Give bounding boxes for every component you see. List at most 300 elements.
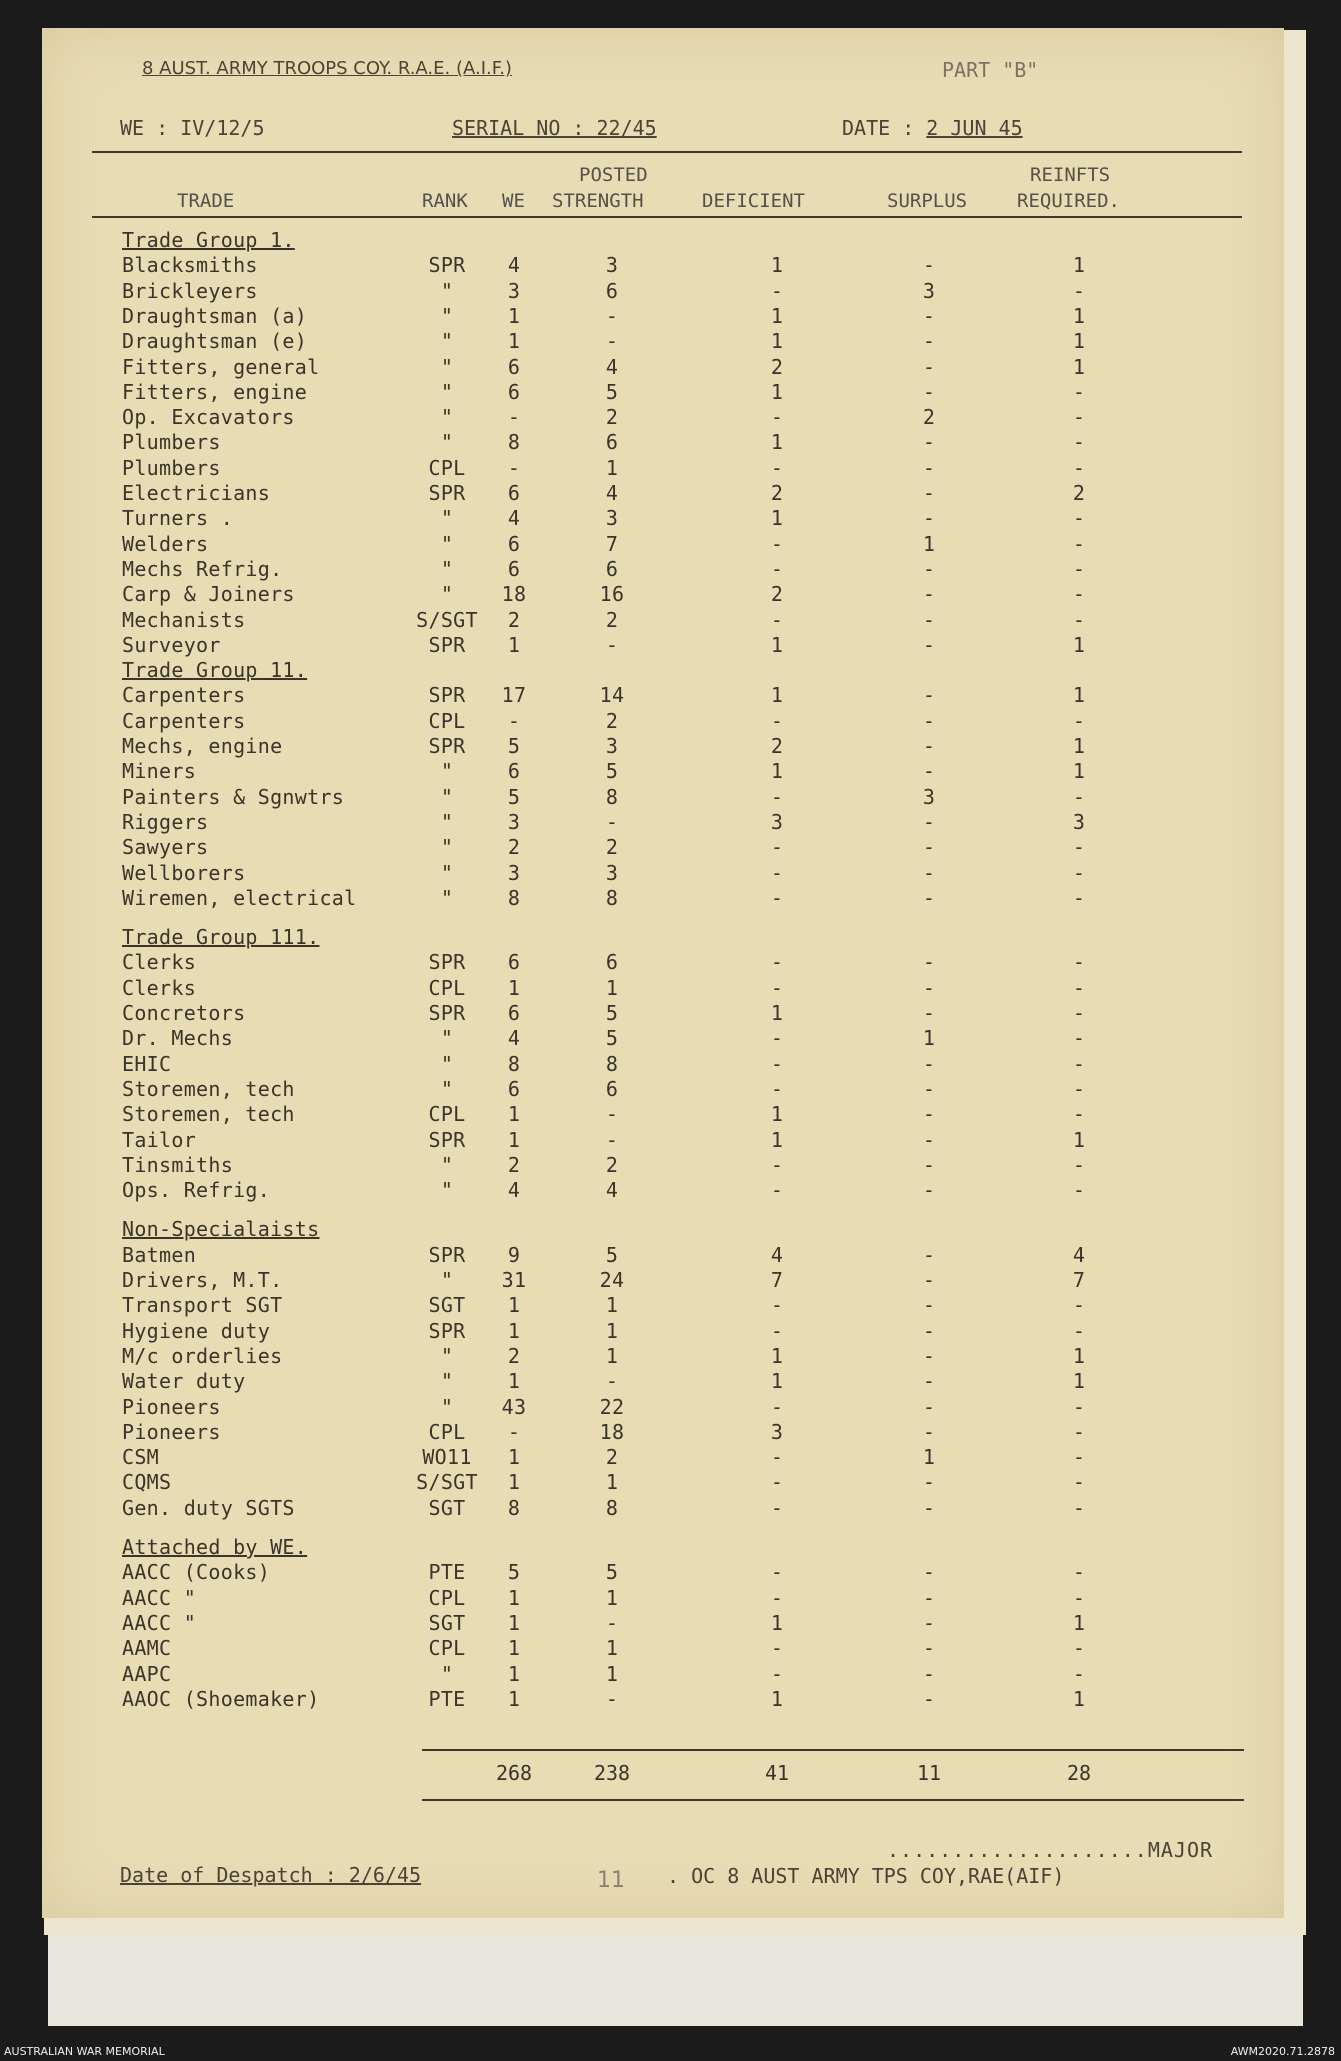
deficient-cell: 1 — [770, 683, 784, 708]
surplus-cell: 1 — [922, 1445, 936, 1470]
surplus-cell: - — [922, 481, 936, 505]
rank-cell: SPR — [428, 1127, 466, 1152]
col-surplus: SURPLUS — [887, 190, 968, 212]
trade-cell: Ops. Refrig. — [122, 1178, 271, 1203]
posted-cell: 16 — [599, 582, 625, 607]
required-cell: - — [1072, 950, 1086, 975]
group-title-text: Trade Group 11. — [122, 658, 308, 683]
we-cell: 31 — [501, 1268, 527, 1292]
required-cell: - — [1072, 531, 1086, 556]
posted-cell: - — [605, 1610, 619, 1635]
rank-cell: CPL — [428, 1636, 466, 1661]
required-cell: - — [1072, 556, 1086, 581]
rank-cell: SPR — [428, 253, 466, 278]
trade-cell: Clerks — [122, 975, 197, 1000]
col-trade: TRADE — [177, 190, 235, 212]
rank-cell: " — [440, 582, 454, 607]
group-title-text: Attached by WE. — [122, 1535, 308, 1559]
trade-cell: Storemen, tech — [122, 1076, 295, 1101]
surplus-cell: - — [922, 1178, 936, 1203]
rank-cell: " — [440, 1661, 454, 1686]
we-cell: 1 — [507, 1369, 521, 1394]
we-cell: 6 — [507, 950, 521, 975]
we-cell: 5 — [507, 1560, 521, 1585]
trade-cell: Fitters, engine — [122, 379, 308, 404]
trade-cell: Fitters, general — [122, 354, 320, 379]
surplus-cell: - — [922, 303, 936, 328]
surplus-cell: 1 — [922, 531, 936, 556]
trade-cell: Mechs, engine — [122, 734, 283, 758]
deficient-cell: 1 — [770, 329, 784, 354]
we-cell: 2 — [507, 1152, 521, 1177]
table-row — [42, 1153, 1284, 1178]
col-deficient: DEFICIENT — [702, 190, 805, 212]
table-row — [42, 1445, 1284, 1470]
deficient-cell: 1 — [770, 253, 784, 278]
required-cell: - — [1072, 455, 1086, 480]
we-cell: 1 — [507, 975, 521, 1000]
deficient-cell: - — [770, 860, 784, 885]
trade-cell: AAMC — [122, 1636, 172, 1661]
posted-cell: 1 — [605, 1318, 619, 1343]
rank-cell: " — [440, 1051, 454, 1076]
table-row — [42, 1611, 1284, 1636]
table-row — [42, 1026, 1284, 1051]
rank-cell: " — [440, 278, 454, 303]
group-title — [42, 658, 1284, 683]
trade-cell: AAPC — [122, 1661, 172, 1686]
trade-cell: Dr. Mechs — [122, 1026, 234, 1051]
deficient-cell: 1 — [770, 759, 784, 784]
trade-cell: Tailor — [122, 1127, 197, 1152]
rank-cell: " — [440, 354, 454, 379]
deficient-cell: 1 — [770, 1610, 784, 1635]
deficient-cell: 1 — [770, 1686, 784, 1711]
posted-cell: - — [605, 1102, 619, 1127]
trade-cell: Draughtsman (e) — [122, 329, 308, 354]
surplus-cell: - — [922, 683, 936, 708]
totals-rule-bottom — [422, 1799, 1244, 1801]
surplus-cell: - — [922, 253, 936, 278]
rank-cell: " — [440, 784, 454, 809]
posted-cell: - — [605, 1686, 619, 1711]
rank-cell: " — [440, 1026, 454, 1051]
table-row — [42, 532, 1284, 557]
table-row — [42, 1344, 1284, 1369]
table-row — [42, 355, 1284, 380]
required-cell: - — [1072, 430, 1086, 455]
required-cell: 1 — [1072, 1343, 1086, 1368]
required-cell: - — [1072, 1661, 1086, 1686]
despatch-date: Date of Despatch : 2/6/45 — [120, 1863, 422, 1887]
required-cell: - — [1072, 1636, 1086, 1661]
table-row — [42, 1470, 1284, 1495]
required-cell: 1 — [1072, 683, 1086, 708]
deficient-cell: - — [770, 1560, 784, 1585]
trade-cell: AAOC (Shoemaker) — [122, 1686, 320, 1711]
we-cell: 8 — [507, 1495, 521, 1520]
rank-cell: " — [440, 1369, 454, 1394]
posted-cell: 6 — [605, 430, 619, 455]
table-row — [42, 950, 1284, 975]
we-cell: 2 — [507, 1343, 521, 1368]
trade-cell: AACC (Cooks) — [122, 1560, 271, 1585]
surplus-cell: - — [922, 1318, 936, 1343]
table-row — [42, 557, 1284, 582]
rank-cell: SGT — [428, 1610, 466, 1635]
trade-cell: EHIC — [122, 1051, 172, 1076]
deficient-cell: 3 — [770, 1419, 784, 1444]
posted-cell: 1 — [605, 455, 619, 480]
trade-cell: Carp & Joiners — [122, 582, 295, 607]
table-row — [42, 1178, 1284, 1203]
surplus-cell: - — [922, 885, 936, 910]
table-row — [42, 608, 1284, 633]
required-cell: 1 — [1072, 1369, 1086, 1394]
trade-cell: Surveyor — [122, 632, 221, 657]
surplus-cell: - — [922, 354, 936, 379]
table-row — [42, 506, 1284, 531]
posted-cell: 5 — [605, 759, 619, 784]
surplus-cell: - — [922, 950, 936, 975]
surplus-cell: - — [922, 809, 936, 834]
deficient-cell: - — [770, 1636, 784, 1661]
deficient-cell: - — [770, 455, 784, 480]
table-row — [42, 1052, 1284, 1077]
deficient-cell: 1 — [770, 632, 784, 657]
surplus-cell: - — [922, 1419, 936, 1444]
deficient-cell: - — [770, 1470, 784, 1495]
required-cell: 1 — [1072, 354, 1086, 379]
surplus-cell: - — [922, 556, 936, 581]
trade-cell: Tinsmiths — [122, 1152, 234, 1177]
deficient-cell: 1 — [770, 1369, 784, 1394]
rank-cell: SPR — [428, 1318, 466, 1343]
trade-cell: Wellborers — [122, 860, 246, 885]
trade-cell: Carpenters — [122, 708, 246, 733]
trade-cell: Blacksmiths — [122, 253, 258, 278]
posted-cell: 3 — [605, 734, 619, 758]
we-cell: - — [507, 455, 521, 480]
trade-cell: Carpenters — [122, 683, 246, 708]
trade-cell: Electricians — [122, 481, 271, 505]
group-title — [42, 228, 1284, 253]
required-cell: - — [1072, 1076, 1086, 1101]
deficient-cell: - — [770, 1076, 784, 1101]
we-cell: 1 — [507, 1610, 521, 1635]
surplus-cell: - — [922, 379, 936, 404]
posted-cell: 5 — [605, 1242, 619, 1267]
deficient-cell: 3 — [770, 809, 784, 834]
surplus-cell: - — [922, 430, 936, 455]
rank-cell: " — [440, 1152, 454, 1177]
document-sheet — [42, 28, 1284, 1918]
surplus-cell: - — [922, 1152, 936, 1177]
posted-cell: 18 — [599, 1419, 625, 1444]
rank-cell: " — [440, 556, 454, 581]
table-row — [42, 1268, 1284, 1293]
we-cell: 1 — [507, 1686, 521, 1711]
table-row — [42, 1293, 1284, 1318]
deficient-cell: 1 — [770, 379, 784, 404]
signature-line: ....................MAJOR — [887, 1838, 1214, 1862]
we-cell: 3 — [507, 860, 521, 885]
rank-cell: " — [440, 379, 454, 404]
trade-cell: Pioneers — [122, 1394, 221, 1419]
posted-cell: 2 — [605, 607, 619, 632]
rank-cell: CPL — [428, 1585, 466, 1610]
rank-cell: CPL — [428, 708, 466, 733]
deficient-cell: - — [770, 1051, 784, 1076]
trade-cell: AACC " — [122, 1610, 197, 1635]
required-cell: - — [1072, 607, 1086, 632]
surplus-cell: - — [922, 329, 936, 354]
table-row — [42, 1243, 1284, 1268]
rank-cell: " — [440, 860, 454, 885]
required-cell: 1 — [1072, 253, 1086, 278]
deficient-cell: 2 — [770, 354, 784, 379]
rank-cell: SPR — [428, 1001, 466, 1025]
rank-cell: SPR — [428, 950, 466, 975]
rank-cell: SPR — [428, 734, 466, 758]
we-cell: 1 — [507, 1636, 521, 1661]
trade-cell: Drivers, M.T. — [122, 1268, 283, 1292]
deficient-cell: 1 — [770, 1001, 784, 1025]
deficient-cell: 2 — [770, 481, 784, 505]
rank-cell: CPL — [428, 455, 466, 480]
table-row — [42, 456, 1284, 481]
we-cell: 6 — [507, 1076, 521, 1101]
rank-cell: S/SGT — [416, 607, 478, 632]
rank-cell: " — [440, 1076, 454, 1101]
posted-cell: 6 — [605, 278, 619, 303]
we-cell: 43 — [501, 1394, 527, 1419]
we-cell: 8 — [507, 430, 521, 455]
group-title-text: Trade Group 111. — [122, 925, 320, 950]
posted-cell: - — [605, 329, 619, 354]
we-cell: 1 — [507, 329, 521, 354]
table-row — [42, 1662, 1284, 1687]
table-row — [42, 1636, 1284, 1661]
trade-cell: Miners — [122, 759, 197, 784]
posted-cell: 1 — [605, 1636, 619, 1661]
required-cell: - — [1072, 860, 1086, 885]
posted-cell: 8 — [605, 1495, 619, 1520]
rank-cell: " — [440, 430, 454, 455]
we-cell: 1 — [507, 1585, 521, 1610]
surplus-cell: - — [922, 1369, 936, 1394]
required-cell: - — [1072, 1495, 1086, 1520]
surplus-cell: - — [922, 860, 936, 885]
surplus-cell: - — [922, 708, 936, 733]
required-cell: 1 — [1072, 1127, 1086, 1152]
required-cell: - — [1072, 1293, 1086, 1318]
surplus-cell: - — [922, 1102, 936, 1127]
table-row — [42, 835, 1284, 860]
we-cell: 5 — [507, 734, 521, 758]
deficient-cell: 2 — [770, 582, 784, 607]
posted-cell: 1 — [605, 1585, 619, 1610]
posted-cell: - — [605, 1369, 619, 1394]
pencil-mark: 11 — [597, 1868, 625, 1893]
col-reinfts-2: REQUIRED. — [1017, 190, 1120, 212]
surplus-cell: - — [922, 1470, 936, 1495]
deficient-cell: 7 — [770, 1268, 784, 1292]
posted-cell: 4 — [605, 354, 619, 379]
table-row — [42, 481, 1284, 506]
total-required: 28 — [1066, 1761, 1092, 1785]
table-row — [42, 1560, 1284, 1585]
we-cell: 6 — [507, 379, 521, 404]
required-cell: - — [1072, 1001, 1086, 1025]
table-row — [42, 1496, 1284, 1521]
trade-cell: Gen. duty SGTS — [122, 1495, 295, 1520]
posted-cell: - — [605, 1127, 619, 1152]
required-cell: - — [1072, 885, 1086, 910]
trade-cell: Mechs Refrig. — [122, 556, 283, 581]
surplus-cell: 3 — [922, 278, 936, 303]
surplus-cell: 2 — [922, 405, 936, 430]
deficient-cell: 1 — [770, 430, 784, 455]
table-row — [42, 683, 1284, 708]
surplus-cell: - — [922, 1343, 936, 1368]
table-row — [42, 1687, 1284, 1712]
surplus-cell: - — [922, 759, 936, 784]
trade-cell: Turners . — [122, 506, 234, 531]
table-row — [42, 785, 1284, 810]
rank-cell: SGT — [428, 1293, 466, 1318]
group-title-text: Non-Specialaists — [122, 1217, 320, 1242]
table-row — [42, 304, 1284, 329]
trade-cell: Water duty — [122, 1369, 246, 1394]
trade-cell: Painters & Sgnwtrs — [122, 784, 345, 809]
signatory: . OC 8 AUST ARMY TPS COY,RAE(AIF) — [667, 1864, 1065, 1888]
required-cell: 1 — [1072, 329, 1086, 354]
deficient-cell: - — [770, 885, 784, 910]
table-row — [42, 1586, 1284, 1611]
trade-cell: Storemen, tech — [122, 1102, 295, 1127]
trade-table — [42, 28, 1284, 1918]
required-cell: - — [1072, 1560, 1086, 1585]
required-cell: 1 — [1072, 759, 1086, 784]
trade-cell: M/c orderlies — [122, 1343, 283, 1368]
we-cell: 6 — [507, 556, 521, 581]
we-cell: 8 — [507, 885, 521, 910]
rank-cell: SPR — [428, 683, 466, 708]
rank-cell: S/SGT — [416, 1470, 478, 1495]
table-row — [42, 976, 1284, 1001]
required-cell: - — [1072, 1394, 1086, 1419]
we-cell: 4 — [507, 253, 521, 278]
deficient-cell: 1 — [770, 506, 784, 531]
required-cell: - — [1072, 379, 1086, 404]
we-cell: 4 — [507, 1178, 521, 1203]
required-cell: 3 — [1072, 809, 1086, 834]
surplus-cell: - — [922, 1585, 936, 1610]
rank-cell: " — [440, 1268, 454, 1292]
date-value: 2 JUN 45 — [926, 116, 1023, 140]
surplus-cell: - — [922, 1394, 936, 1419]
deficient-cell: - — [770, 1152, 784, 1177]
total-posted: 238 — [593, 1761, 631, 1785]
deficient-cell: 1 — [770, 1102, 784, 1127]
table-row — [42, 1420, 1284, 1445]
we-cell: 2 — [507, 835, 521, 860]
required-cell: - — [1072, 1470, 1086, 1495]
we-cell: 17 — [501, 683, 527, 708]
posted-cell: - — [605, 632, 619, 657]
posted-cell: 7 — [605, 531, 619, 556]
we-cell: 6 — [507, 354, 521, 379]
trade-cell: Batmen — [122, 1242, 197, 1267]
col-we: WE — [502, 190, 525, 212]
table-row — [42, 279, 1284, 304]
we-cell: 1 — [507, 303, 521, 328]
deficient-cell: - — [770, 784, 784, 809]
we-cell: 1 — [507, 1661, 521, 1686]
table-row — [42, 1128, 1284, 1153]
required-cell: - — [1072, 506, 1086, 531]
we-reference: WE : IV/12/5 — [120, 116, 265, 140]
rank-cell: " — [440, 885, 454, 910]
deficient-cell: - — [770, 531, 784, 556]
rank-cell: SPR — [428, 632, 466, 657]
trade-cell: Mechanists — [122, 607, 246, 632]
posted-cell: 5 — [605, 1560, 619, 1585]
we-cell: 8 — [507, 1051, 521, 1076]
rank-cell: " — [440, 405, 454, 430]
col-reinfts-1: REINFTS — [1030, 164, 1111, 186]
posted-cell: 6 — [605, 950, 619, 975]
table-row — [42, 1077, 1284, 1102]
required-cell: - — [1072, 1585, 1086, 1610]
rank-cell: " — [440, 809, 454, 834]
required-cell: 1 — [1072, 1686, 1086, 1711]
deficient-cell: 4 — [770, 1242, 784, 1267]
we-cell: 5 — [507, 784, 521, 809]
posted-cell: 2 — [605, 708, 619, 733]
we-cell: 6 — [507, 1001, 521, 1025]
posted-cell: 2 — [605, 1445, 619, 1470]
surplus-cell: 3 — [922, 784, 936, 809]
required-cell: - — [1072, 1152, 1086, 1177]
trade-cell: Wiremen, electrical — [122, 885, 357, 910]
table-row — [42, 405, 1284, 430]
required-cell: - — [1072, 278, 1086, 303]
col-posted-1: POSTED — [579, 164, 648, 186]
posted-cell: 22 — [599, 1394, 625, 1419]
rank-cell: " — [440, 759, 454, 784]
we-cell: 1 — [507, 632, 521, 657]
col-rank: RANK — [422, 190, 468, 212]
trade-cell: CQMS — [122, 1470, 172, 1495]
posted-cell: 1 — [605, 1661, 619, 1686]
table-row — [42, 734, 1284, 759]
required-cell: - — [1072, 405, 1086, 430]
table-row — [42, 633, 1284, 658]
trade-cell: Hygiene duty — [122, 1318, 271, 1343]
deficient-cell: 1 — [770, 1127, 784, 1152]
required-cell: - — [1072, 1419, 1086, 1444]
table-row — [42, 1102, 1284, 1127]
deficient-cell: 2 — [770, 734, 784, 758]
archive-stamp-right: AWM2020.71.2878 — [1230, 2045, 1335, 2058]
total-we: 268 — [495, 1761, 533, 1785]
col-posted-2: STRENGTH — [552, 190, 644, 212]
surplus-cell: - — [922, 582, 936, 607]
deficient-cell: - — [770, 708, 784, 733]
rank-cell: " — [440, 1394, 454, 1419]
